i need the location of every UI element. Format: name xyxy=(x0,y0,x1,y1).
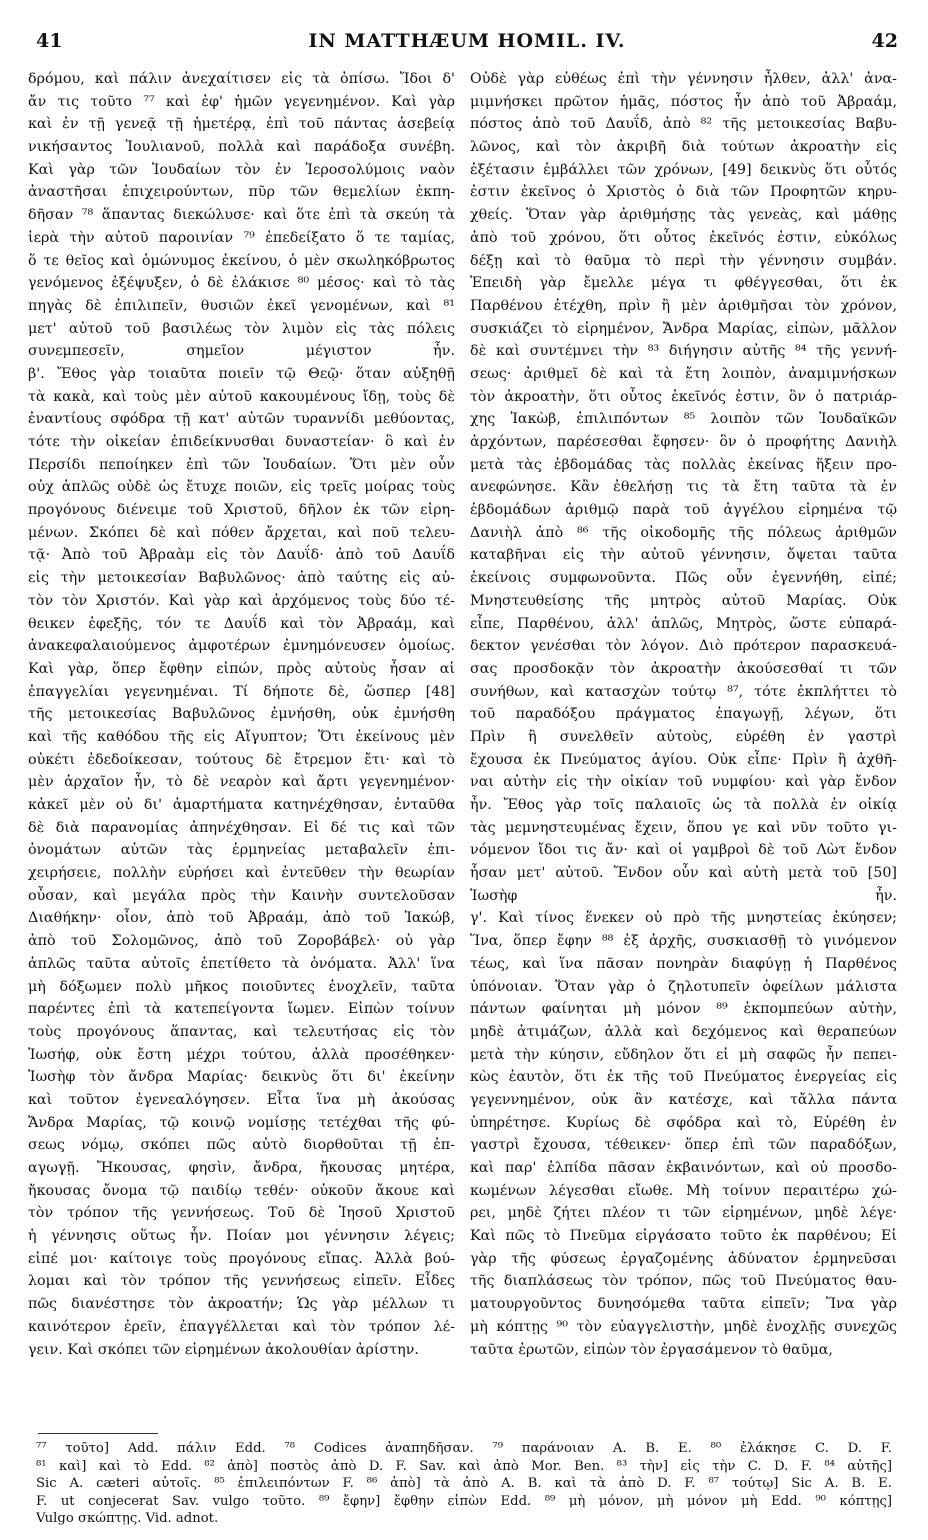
text-line: ἐξέτασιν ἐμβάλλει τῶν χρόνων, [49] δεικνὺς ὅτι οὗτός xyxy=(470,161,897,178)
text-line: Πρὶν ἢ συνελθεῖν αὐτοὺς, εὑρέθη ἐν γαστρὶ xyxy=(470,728,897,745)
text-line: μὲν ἀρχαῖον ἦν, τὸ δὲ νεαρὸν καὶ ἄρτι γεγενημένον· xyxy=(28,774,455,791)
text-line: Ἰωσὴφ τὸν ἄνδρα Μαρίας· δεικνὺς ὅτι δι' ἐκείνην xyxy=(28,1069,455,1086)
text-line: ταῦτα ἐρωτῶν, εἰπὼν τὸν ἐργασάμενον τὸ θαῦμα, xyxy=(470,1341,833,1358)
page-number-right: 42 xyxy=(871,30,898,52)
text-line: χθείς. Ὅταν γὰρ ἀριθμήσῃς τὰς γενεὰς, καὶ μάθῃς xyxy=(470,207,897,224)
text-line: ἄν τις τοῦτο ⁷⁷ καὶ ἐφ' ἡμῶν γεγενημένον. Καὶ γὰρ xyxy=(28,93,455,110)
text-line: κωμένων λέγεσθαι εἴωθε. Μὴ τοίνυν περαιτέρω χώ- xyxy=(470,1182,897,1199)
running-header xyxy=(36,30,898,58)
text-line: συνήθων, καὶ κατασχὼν τούτῳ ⁸⁷, τότε ἐκπλήττει τὸ xyxy=(470,683,897,700)
text-line: Οὐδὲ γὰρ εὐθέως ἐπὶ τὴν γέννησιν ἦλθεν, ἀλλ' ἀνα- xyxy=(470,71,897,87)
text-line: εἰπέ μοι· καίτοιγε τοὺς προγόνους εἴπας. Ἀλλὰ βού- xyxy=(28,1250,455,1267)
page-number-left: 41 xyxy=(36,30,63,52)
text-line: τοῦ παραδόξου πράγματος ἐπαγωγῇ, λέγων, ὅτι xyxy=(470,706,897,723)
text-line: ὑπόνοιαν. Ὅταν γὰρ ὁ ζηλοτυπεῖν ὀφείλων μάλιστα xyxy=(470,978,897,995)
text-line: μὴ δόξωμεν πολὺ μῆκος ποιοῦντες ἐνοχλεῖν, ταῦτα xyxy=(28,978,455,995)
text-line: νόμενον ἴδοι τις ἄν· καὶ οἱ γαμβροὶ δὲ τοῦ Λὼτ ἔνδον xyxy=(470,842,897,859)
text-line: μετ' αὐτοῦ τοῦ βασιλέως τὸν λιμὸν εἰς τὰς πόλεις xyxy=(28,320,455,337)
text-line: λομαι καὶ τὸν τρόπον τῆς γεννήσεως εἰπεῖν. Εἶδες xyxy=(28,1273,455,1290)
text-line: σεως· ἀριθμεῖ δὲ καὶ τὰ ἔτη λοιπὸν, ἀναμιμνήσκων xyxy=(470,365,897,382)
text-line: Καὶ πῶς τὸ Πνεῦμα εἰργάσατο τοῦτο ἐκ παρθένου; Εἰ xyxy=(470,1228,897,1245)
text-line: τῆς διαπλάσεως τὸν τρόπον, πῶς τοῦ Πνεύματος θαυ- xyxy=(470,1273,897,1290)
text-line: ανεφώνησε. Κἂν ἐθελήσῃ τις τὰ ἔτη ταῦτα τὰ ἐν xyxy=(470,479,897,496)
text-line: τὸν τὸν Χριστόν. Καὶ γὰρ καὶ ἀρχόμενος τοὺς δύο τέ- xyxy=(28,592,455,609)
text-line: Καὶ γὰρ τῶν Ἰουδαίων τὸν ἐν Ἱεροσολύμοις ναὸν xyxy=(28,161,455,178)
text-line: γαστρὶ ἔχουσα, τέθεικεν· ὅπερ ἐπὶ τῶν παραδόξων, xyxy=(470,1137,897,1154)
text-line: δεκτον γενέσθαι τὸν λόγον. Διὸ πρότερον παρασκευά- xyxy=(470,638,897,655)
text-line: τότε τὴν οἰκείαν ἐπιδείκνυσθαι δυναστείαν· ὃ καὶ ἐν xyxy=(28,434,455,450)
text-line: καὶ ἐν τῇ γενεᾷ τῇ ἡμετέρᾳ, ἐπὶ τοῦ πάντας ἀσεβείᾳ xyxy=(28,116,455,133)
text-line: Ἰωσὴφ ἦν. xyxy=(470,887,897,904)
footnote-line: Sic A. cæteri αὐτοῖς. ⁸⁵ ἐπιλειπόντων F. ⁸⁶ ἀπὸ] τὰ ἀπὸ A. B. καὶ τὰ ἀπὸ D. F. ⁸⁷ τούτῳ] Sic A. B. E. xyxy=(36,1476,892,1491)
text-line: τᾷ· Ἀπὸ τοῦ Ἀβραὰμ εἰς τὸν Δαυΐδ· ἀπὸ τοῦ Δαυΐδ xyxy=(28,547,455,564)
text-line: πόστος ἀπὸ τοῦ Δαυΐδ, ἀπὸ ⁸² τῆς μετοικεσίας Βαβυ- xyxy=(470,116,897,133)
text-line: νικήσαντος Ἰουλιανοῦ, πολλὰ καὶ παράδοξα συνέβη. xyxy=(28,139,455,156)
text-line: δὲ καὶ συντέμνει τὴν ⁸³ διήγησιν αὐτῆς ⁸⁴ τῆς γεννή- xyxy=(470,343,897,360)
running-title: IN MATTHÆUM HOMIL. IV. xyxy=(308,30,626,52)
text-line: ἐπαγγελίαι γεγενημέναι. Τί δήποτε δὲ, ὥσπερ [48] xyxy=(28,683,455,700)
text-line: Ἄνδρα Μαρίας, τῷ κοινῷ νομίσῃς τετέχθαι τῆς φύ- xyxy=(28,1114,455,1131)
text-line: ἀρχόντων, παρέσεσθαι ἔφησεν· ὃν ὁ προφήτης Δανιὴλ xyxy=(470,434,897,450)
text-line: σεως νόμῳ, σκόπει πῶς αὐτὸ διορθοῦται τῇ ἐπ- xyxy=(28,1137,455,1154)
text-line: καὶ τῆς καθόδου τῆς εἰς Αἴγυπτον; Ὅτι ἐκείνους μὲν xyxy=(28,728,455,745)
text-line: τῆς μετοικεσίας Βαβυλῶνος ἐμνήσθη, οὐκ ἐμνήσθη xyxy=(28,706,455,723)
text-line: γὰρ τῆς φύσεως ἐργαζομένης ἀδύνατον ἑρμηνεῦσαι xyxy=(470,1250,897,1267)
text-line: παρέντες ἐπὶ τὰ κατεπείγοντα ἴωμεν. Εἰπὼν τοίνυν xyxy=(28,1001,455,1018)
text-line: γενόμενος ἐξέψυξεν, ὁ δὲ ἐλάκισε ⁸⁰ μέσος· καὶ τὸ τὰς xyxy=(28,275,455,292)
text-line: δὲ διὰ παρανομίας ἀπηνέχθησαν. Εἰ δέ τις καὶ τῶν xyxy=(28,819,455,836)
text-line: Ἐπειδὴ γὰρ ἔμελλε μέγα τι φθέγγεσθαι, ὅτι ἐκ xyxy=(470,275,897,292)
text-line: μηδὲ ἀτιμάζων, ἀλλὰ καὶ δεχόμενος καὶ θεραπεύων xyxy=(470,1023,897,1040)
text-line: πῶς διανέστησε τὸν ἀκροατήν; Ὡς γὰρ μέλλων τι xyxy=(28,1296,455,1313)
text-line: καὶ τοῦτον ἐγενεαλόγησεν. Εἶτα ἵνα μὴ ἀκούσας xyxy=(28,1091,455,1108)
text-line: ἱερὰ τὴν αὐτοῦ παροινίαν ⁷⁹ ἐπεδείξατο ὅ τε ταμίας, xyxy=(28,229,455,246)
text-line: δέξῃ καὶ τὸ θαῦμα τὸ περὶ τὴν γέννησιν συμβάν. xyxy=(470,252,897,269)
text-line: γ'. Καὶ τίνος ἕνεκεν οὐ πρὸ τῆς μνηστείας ἐκύησεν; xyxy=(470,910,897,927)
text-line: μιμνήσκει πρῶτον ἡμᾶς, πόστος ἦν ἀπὸ τοῦ Ἀβραάμ, xyxy=(470,93,897,110)
text-line: τὰ κακὰ, καὶ τοὺς μὲν αὐτοῦ κακουμένους ἴδῃ, τοὺς δὲ xyxy=(28,388,455,405)
text-line: Ἰωσήφ, οὐκ ἔστη μέχρι τούτου, ἀλλὰ προσέθηκεν· xyxy=(28,1046,455,1063)
footnotes xyxy=(36,1440,892,1528)
text-line: λῶνος, καὶ τὸν ἀκριβῆ διὰ τούτων ἀκροατὴν εἰς xyxy=(470,139,897,156)
text-line: χης Ἰακὼβ, ἐπιλιπόντων ⁸⁵ λοιπὸν τῶν Ἰουδαϊκῶν xyxy=(470,411,897,428)
text-line: θεικεν ἐφεξῆς, τόν τε Δαυΐδ καὶ τὸν Ἀβραάμ, καὶ xyxy=(28,615,455,632)
text-line: πάντων φαίνηται μὴ μόνον ⁸⁹ ἐκπομπεύων αὐτὴν, xyxy=(470,1001,897,1018)
text-line: ἐκείνοις συμφωνοῦντα. Πῶς οὖν ἐγεννήθη, εἰπέ; xyxy=(470,570,897,587)
text-line: Μνηστευθείσης τῆς μητρὸς αὐτοῦ Μαρίας. Οὐκ xyxy=(470,592,897,609)
text-line: ἀνακεφαλαιούμενος ἀμφοτέρων ἐμνημόνευσεν ὁμοίως. xyxy=(28,638,455,655)
text-line: οὐκέτι ἐδεδοίκεσαν, τούτους δὲ ἔτρεμον ἔτι· καὶ τὸ xyxy=(28,751,455,768)
text-line: ὑπηρέτησε. Κυρίως δὲ σφόδρα καὶ τὸ, Εὑρέθη ἐν xyxy=(470,1114,897,1131)
text-line: κἀκεῖ μὲν οὐ δι' ἁμαρτήματα κατηνέχθησαν, ἐνταῦθα xyxy=(28,797,455,813)
text-line: ἔχουσα ἐκ Πνεύματος ἁγίου. Οὐκ εἶπε· Πρὶν ἢ ἀχθῆ- xyxy=(470,751,897,768)
text-line: δρόμου, καὶ πάλιν ἀνεχαίτισεν εἰς τὰ ὀπίσω. Ἴδοι δ' xyxy=(28,71,455,87)
text-line: ὀνομάτων αὐτῶν τὰς ἑρμηνείας μεταβαλεῖν ἐπι- xyxy=(28,842,455,859)
text-line: καταβῆναι εἰς τὴν αὐτοῦ γέννησιν, ὄψεται ταῦτα xyxy=(470,547,897,564)
text-line: Καὶ γὰρ, ὅπερ ἔφθην εἰπών, πρὸς αὐτοὺς ἦσαν αἱ xyxy=(28,660,455,677)
text-line: ἀπὸ τοῦ χρόνου, ὅτι οὗτος ἐκεῖνός ἐστιν, εὐκόλως xyxy=(470,229,897,246)
text-line: ἐστιν ἐκεῖνος ὁ Χριστὸς ὁ διὰ τῶν Προφητῶν κηρυ- xyxy=(470,184,897,201)
text-line: Περσίδι πεποίηκεν ἐπὶ τῶν Ἰουδαίων. Ὅτι μὲν οὖν xyxy=(28,456,455,473)
text-line: ἀναστῆσαι ἐπιχειρούντων, πῦρ τῶν θεμελίων ἐκπη- xyxy=(28,184,455,201)
text-line: γειν. Καὶ σκόπει τῶν εἰρημένων ἀκολουθίαν ἀρίστην. xyxy=(28,1341,419,1358)
text-line: προγόνους διένειμε τοῦ Χριστοῦ, δῆλον ἐκ τῶν εἰρη- xyxy=(28,502,455,519)
footnote-rule xyxy=(38,1433,158,1434)
text-line: τοὺς προγόνους ἅπαντας, καὶ τελευτήσας εἰς τὸν xyxy=(28,1023,455,1040)
right-text-column xyxy=(470,68,897,1361)
text-line: συσκιάζει τὸ εἰρημένον, Ἄνδρα Μαρίας, εἰπὼν, μᾶλλον xyxy=(470,320,897,337)
text-line: Δανιὴλ ἀπὸ ⁸⁶ τῆς οἰκοδομῆς τῆς πόλεως ἀριθμῶν xyxy=(470,524,897,541)
text-line: χειρήσειε, πολλὴν εὑρήσει καὶ ἐντεῦθεν τὴν θεωρίαν xyxy=(28,865,455,882)
text-line: συνεμπεσεῖν, σημεῖον μέγιστον ἦν. xyxy=(28,343,455,360)
text-line: γεγεννημένον, οὐκ ἂν κατέσχε, καὶ τἄλλα πάντα xyxy=(470,1091,897,1108)
text-line: οὖσαν, καὶ μεγάλα πρὸς τὴν Καινὴν συντελοῦσαν xyxy=(28,887,455,904)
text-line: ἡ γέννησις οὕτως ἦν. Ποίαν μοι γέννησιν λέγεις; xyxy=(28,1228,455,1245)
footnote-line: ⁸¹ καὶ] καὶ τὸ Edd. ⁸² ἀπὸ] ποστὸς ἀπὸ D. F. Sav. καὶ ἀπὸ Mor. Ben. ⁸³ τὴν] εἰς τὴν C. D. F. ⁸⁴ αὐτῆς] xyxy=(36,1458,892,1474)
text-line: τέως, καὶ ἵνα πᾶσαν πονηρὰν διαφύγῃ ἡ Παρθένος xyxy=(470,955,897,972)
text-line: ναι αὐτὴν εἰς τὴν οἰκίαν τοῦ νυμφίου· καὶ γὰρ ἔνδον xyxy=(470,774,897,791)
text-line: ἐναντίους σφόδρα τῇ κατ' αὐτῶν τυραννίδι μεθύοντας, xyxy=(28,411,455,428)
text-line: τὸν ἀκροατὴν, ὅτι οὗτος ἐκεῖνός ἐστιν, ὃν ὁ πατριάρ- xyxy=(470,388,897,405)
text-line: μετὰ τὴν κύησιν, εὔδηλον ὅτι εἰ μὴ σαφῶς ἦν πεπει- xyxy=(470,1046,897,1063)
text-line: β'. Ἔθος γὰρ τοιαῦτα ποιεῖν τῷ Θεῷ· ὅταν αὐξηθῇ xyxy=(28,365,455,382)
text-line: ἑβδομάδων ἀριθμῷ παρὰ τοῦ ἀγγέλου εἰρημένα τῷ xyxy=(470,502,897,519)
text-line: σας προσδοκᾷν τὸν ἀκροατὴν ἀκούσεσθαί τι τῶν xyxy=(470,660,897,677)
text-line: τὸν τρόπον τῆς γεννήσεως. Τοῦ δὲ Ἰησοῦ Χριστοῦ xyxy=(28,1205,455,1222)
footnote-line: Vulgo σκώπτῃς. Vid. adnot. xyxy=(36,1511,219,1526)
text-line: Διαθήκην· οἷον, ἀπὸ τοῦ Ἀβραάμ, ἀπὸ τοῦ Ἰακώβ, xyxy=(28,910,455,927)
text-line: εἶπε, Παρθένου, ἀλλ' ἁπλῶς, Μητρὸς, ὥστε εὐπαρά- xyxy=(470,615,897,632)
text-line: ὅ τε θεῖος καὶ ὁμώνυμος ἐκείνου, ὁ μὲν σκωληκόβρωτος xyxy=(28,252,455,269)
text-line: ρει, μηδὲ ζήτει πλέον τι τῶν εἰρημένων, μηδὲ λέγε· xyxy=(470,1205,897,1222)
text-line: μετὰ τὰς ἑβδομάδας τὰς πολλὰς ἐκείνας ἥξειν προ- xyxy=(470,456,897,473)
text-line: οὐχ ἁπλῶς οὐδὲ ὡς ἔτυχε ποιῶν, εἰς τρεῖς μοίρας τοὺς xyxy=(28,479,455,496)
text-line: ἦσαν μετ' αὐτοῦ. Ἔνδον οὖν καὶ αὐτὴ μετὰ τοῦ [50] xyxy=(470,865,897,882)
text-line: ἀπὸ τοῦ Σολομῶνος, ἀπὸ τοῦ Ζοροβάβελ· οὐ γὰρ xyxy=(28,933,455,950)
text-line: ματουργοῦντος δυνησόμεθα ταῦτα εἰπεῖν; Ἵνα γὰρ xyxy=(470,1296,897,1313)
text-line: μὴ κόπτῃς ⁹⁰ τὸν εὐαγγελιστὴν, μηδὲ ἐνοχλῇς συνεχῶς xyxy=(470,1318,897,1335)
text-line: Ἵνα, ὅπερ ἔφην ⁸⁸ ἐξ ἀρχῆς, συσκιασθῇ τὸ γινόμενον xyxy=(470,933,897,950)
text-line: καὶ παρ' ἐλπίδα πᾶσαν ἐκβαινόντων, καὶ οὐ προσδο- xyxy=(470,1160,897,1176)
text-line: ἁπλῶς ταῦτα αὐτοῖς ἐπετίθετο τὰ ὀνόματα. Ἀλλ' ἵνα xyxy=(28,955,455,972)
text-line: μένων. Σκόπει δὲ καὶ πόθεν ἄρχεται, καὶ ποῦ τελευ- xyxy=(28,524,455,541)
text-line: κὼς ἑαυτὸν, ὅτι ἐκ τῆς τοῦ Πνεύματος ἐνεργείας εἰς xyxy=(470,1069,897,1086)
text-line: πηγὰς δὲ ἐπιλιπεῖν, θυσιῶν ἐκεῖ γενομένων, καὶ ⁸¹ xyxy=(28,297,455,314)
text-line: εἰς τὴν μετοικεσίαν Βαβυλῶνος· ἀπὸ ταύτης εἰς αὐ- xyxy=(28,570,455,587)
footnote-line: F. ut conjecerat Sav. vulgo τοῦτο. ⁸⁹ ἔφην] ἔφθην εἰπὼν Edd. ⁸⁹ μὴ μόνον, μὴ μόνον μὴ Edd. ⁹⁰ κόπτῃς] xyxy=(36,1493,892,1509)
text-line: αγωγῇ. Ἤκουσας, φησὶν, ἄνδρα, ἤκουσας μητέρα, xyxy=(28,1160,455,1176)
text-line: τὰς μεμνηστευμένας ἔχειν, ὅπου γε καὶ νῦν τοῦτο γι- xyxy=(470,819,897,836)
left-text-column xyxy=(28,68,455,1361)
text-line: ἤκουσας ὄνομα τῷ παιδίῳ τεθέν· οὐκοῦν ἄκουε καὶ xyxy=(28,1182,455,1199)
text-line: καινότερον ἐρεῖν, ἐπαγγέλλεται καὶ τὸν τρόπον λέ- xyxy=(28,1318,455,1335)
text-line: Παρθένου ἐτέχθη, πρὶν ἢ μὲν ἀριθμῆσαι τὸν χρόνον, xyxy=(470,297,897,314)
text-line: δῆσαν ⁷⁸ ἅπαντας διεκώλυσε· καὶ ὅτε ἐπὶ τὰ σκεύη τὰ xyxy=(28,207,455,224)
text-line: ἦν. Ἔθος γὰρ τοῖς παλαιοῖς ὡς τὰ πολλὰ ἐν οἰκίᾳ xyxy=(470,797,897,813)
footnote-line: ⁷⁷ τοῦτο] Add. πάλιν Edd. ⁷⁸ Codices ἀναπηδῆσαν. ⁷⁹ παράνοιαν A. B. E. ⁸⁰ ἐλάκησε C. D. F. xyxy=(36,1441,892,1456)
